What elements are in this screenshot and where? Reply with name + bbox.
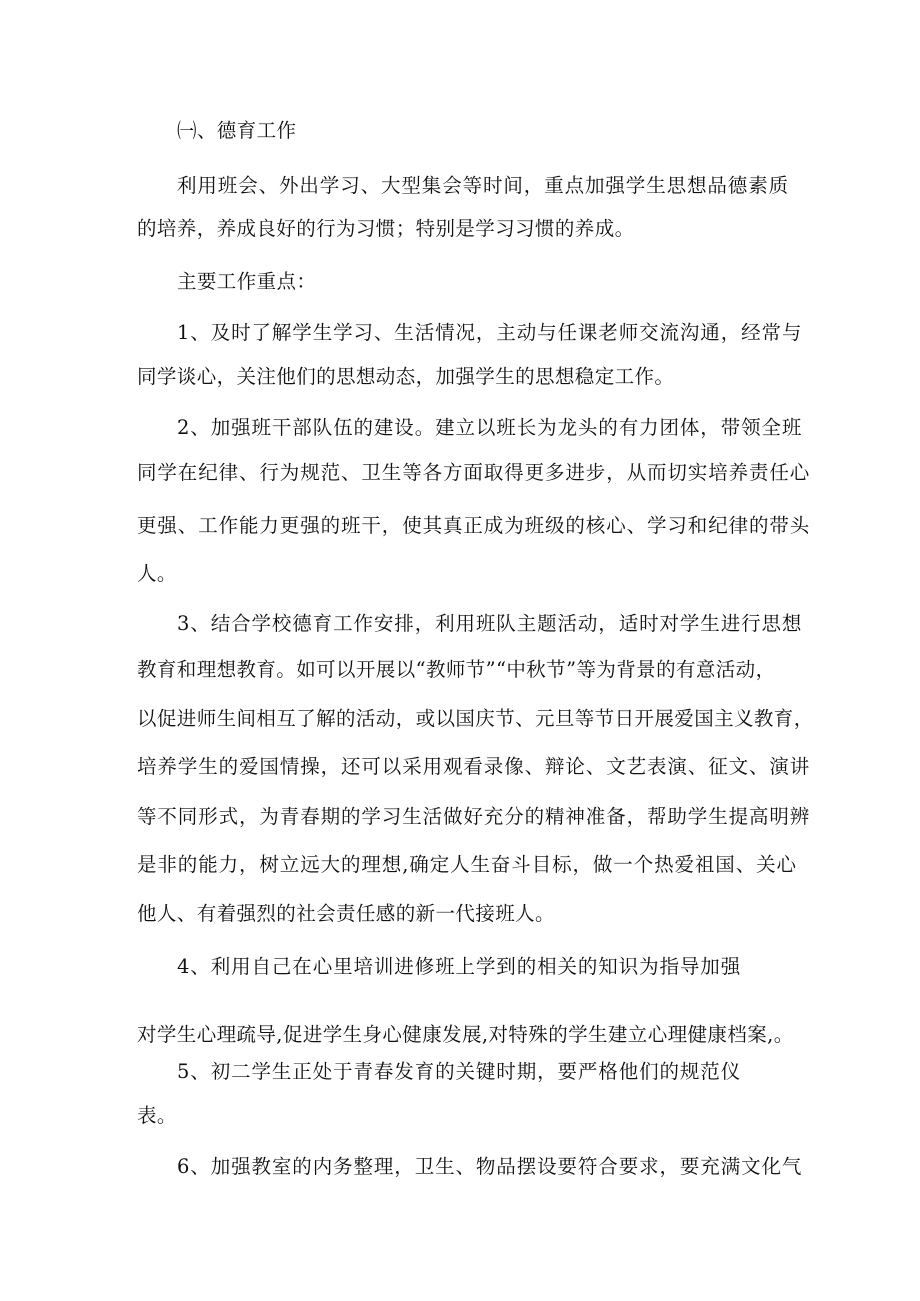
paragraph-line: 是非的能力，树立远大的理想,确定人生奋斗目标，做一个热爱祖国、关心 [137,853,797,876]
paragraph-line: 以促进师生间相互了解的活动，或以国庆节、元旦等节日开展爱国主义教育， [137,707,814,730]
paragraph-line: 表。 [137,1104,177,1127]
paragraph-line: 利用班会、外出学习、大型集会等时间，重点加强学生思想品德素质 [177,174,790,197]
paragraph-line: 教育和理想教育。如可以开展以“教师节”“中秋节”等为背景的有意活动， [137,658,776,681]
paragraph-line: 1、及时了解学生学习、生活情况，主动与任课老师交流沟通，经常与 [177,321,803,344]
paragraph-line: 6、加强教室的内务整理，卫生、物品摆设要符合要求，要充满文化气 [177,1155,803,1178]
paragraph-line: 培养学生的爱国情操，还可以采用观看录像、辩论、文艺表演、征文、演讲 [137,755,811,778]
paragraph-line: 5、初二学生正处于青春发育的关键时期，要严格他们的规范仪 [177,1060,742,1083]
paragraph-line: 3、结合学校德育工作安排，利用班队主题活动，适时对学生进行思想 [177,612,803,635]
paragraph-line: 4、利用自己在心里培训进修班上学到的相关的知识为指导加强 [177,955,742,978]
paragraph-line: 对学生心理疏导,促进学生身心健康发展,对特殊的学生建立心理健康档案,。 [137,1023,794,1046]
section-heading: ㈠、德育工作 [177,119,297,142]
focus-heading: 主要工作重点： [177,270,317,293]
paragraph-line: 等不同形式，为青春期的学习生活做好充分的精神准备，帮助学生提高明辨 [137,805,811,828]
paragraph-line: 2、加强班干部队伍的建设。建立以班长为龙头的有力团体，带领全班 [177,416,803,439]
paragraph-line: 同学在纪律、行为规范、卫生等各方面取得更多进步，从而切实培养责任心 [137,461,811,484]
paragraph-line: 人。 [137,562,177,585]
paragraph-line: 的培养，养成良好的行为习惯；特别是学习习惯的养成。 [137,217,635,240]
paragraph-line: 他人、有着强烈的社会责任感的新一代接班人。 [137,902,555,925]
paragraph-line: 同学谈心，关注他们的思想动态，加强学生的思想稳定工作。 [137,365,675,388]
paragraph-line: 更强、工作能力更强的班干，使其真正成为班级的核心、学习和纪律的带头 [137,514,811,537]
